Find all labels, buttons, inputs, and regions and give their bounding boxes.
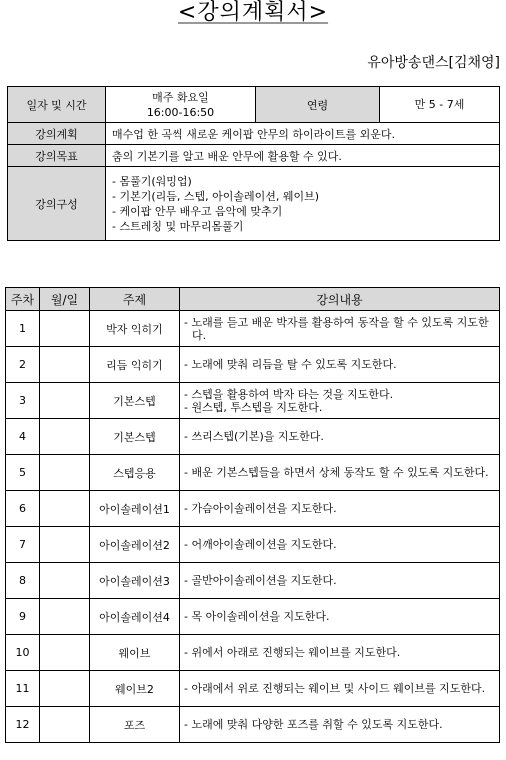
date-cell xyxy=(40,491,90,527)
content-line: - 원스텝, 투스텝을 지도한다. xyxy=(184,400,323,414)
table-row xyxy=(6,347,500,383)
week-cell: 12 xyxy=(6,707,40,743)
course-info-table xyxy=(7,86,500,241)
table-row xyxy=(6,491,500,527)
date-value-line1: 매주 화요일 xyxy=(152,90,209,104)
topic-cell: 리듬 익히기 xyxy=(90,347,180,383)
goal-label: 강의목표 xyxy=(8,145,106,167)
week-cell: 3 xyxy=(6,383,40,419)
content-line: - 스텝을 활용하여 박자 타는 것을 지도한다. xyxy=(184,387,394,401)
topic-cell: 웨이브 xyxy=(90,635,180,671)
topic-cell: 스텝응용 xyxy=(90,455,180,491)
week-cell: 5 xyxy=(6,455,40,491)
date-cell xyxy=(40,311,90,347)
content-cell xyxy=(180,707,500,743)
structure-item: - 몸풀기(워밍업) xyxy=(112,174,192,188)
header-date: 월/일 xyxy=(40,288,90,311)
document-subtitle: 유아방송댄스[김채영] xyxy=(367,55,500,71)
goal-value: 춤의 기본기를 알고 배운 안무에 활용할 수 있다. xyxy=(106,145,500,167)
content-line: - 배운 기본스텝들을 하면서 상체 동작도 할 수 있도록 지도한다. xyxy=(184,466,489,479)
week-cell: 1 xyxy=(6,311,40,347)
schedule-table xyxy=(5,287,500,743)
topic-cell: 박자 익히기 xyxy=(90,311,180,347)
info-row-schedule xyxy=(8,87,500,123)
date-cell xyxy=(40,671,90,707)
document-title: <강의계획서> xyxy=(177,0,329,25)
structure-item: - 기본기(리듬, 스텝, 아이솔레이션, 웨이브) xyxy=(112,189,320,203)
structure-item: - 스트레칭 및 마무리몸풀기 xyxy=(112,219,244,233)
table-row xyxy=(6,455,500,491)
date-cell xyxy=(40,347,90,383)
date-cell xyxy=(40,419,90,455)
structure-item: - 케이팝 안무 배우고 음악에 맞추기 xyxy=(112,204,283,218)
structure-value xyxy=(106,167,500,241)
content-cell xyxy=(180,599,500,635)
topic-cell: 아이솔레이션3 xyxy=(90,563,180,599)
age-label: 연령 xyxy=(256,87,380,123)
week-cell: 7 xyxy=(6,527,40,563)
content-line: - 골반아이솔레이션을 지도한다. xyxy=(184,574,337,587)
content-line: - 노래에 맞춰 리듬을 탈 수 있도록 지도한다. xyxy=(184,358,397,371)
header-week: 주차 xyxy=(6,288,40,311)
info-row-structure xyxy=(8,167,500,241)
content-line: - 목 아이솔레이션을 지도한다. xyxy=(184,610,330,623)
table-row xyxy=(6,563,500,599)
table-row xyxy=(6,311,500,347)
topic-cell: 아이솔레이션2 xyxy=(90,527,180,563)
date-cell xyxy=(40,707,90,743)
table-row xyxy=(6,671,500,707)
table-row xyxy=(6,419,500,455)
content-cell xyxy=(180,419,500,455)
date-cell xyxy=(40,599,90,635)
content-cell xyxy=(180,491,500,527)
content-cell xyxy=(180,563,500,599)
date-label: 일자 및 시간 xyxy=(8,87,106,123)
topic-cell: 포즈 xyxy=(90,707,180,743)
age-value: 만 5 - 7세 xyxy=(380,87,500,123)
topic-cell: 아이솔레이션1 xyxy=(90,491,180,527)
content-cell xyxy=(180,311,500,347)
topic-cell: 기본스텝 xyxy=(90,383,180,419)
content-line: - 노래를 듣고 배운 박자를 활용하여 동작을 할 수 있도록 지도한다. xyxy=(184,315,489,342)
info-row-plan xyxy=(8,123,500,145)
plan-label: 강의계획 xyxy=(8,123,106,145)
week-cell: 4 xyxy=(6,419,40,455)
week-cell: 8 xyxy=(6,563,40,599)
content-line: - 쓰리스텝(기본)을 지도한다. xyxy=(184,430,324,443)
content-cell xyxy=(180,347,500,383)
schedule-header-row xyxy=(6,288,500,311)
plan-value: 매수업 한 곡씩 새로운 케이팝 안무의 하이라이트를 외운다. xyxy=(106,123,500,145)
topic-cell: 웨이브2 xyxy=(90,671,180,707)
date-cell xyxy=(40,563,90,599)
week-cell: 2 xyxy=(6,347,40,383)
topic-cell: 기본스텝 xyxy=(90,419,180,455)
date-cell xyxy=(40,455,90,491)
content-cell xyxy=(180,527,500,563)
week-cell: 10 xyxy=(6,635,40,671)
table-row xyxy=(6,707,500,743)
content-line: - 아래에서 위로 진행되는 웨이브 및 사이드 웨이브를 지도한다. xyxy=(184,682,486,695)
date-value-line2: 16:00-16:50 xyxy=(146,105,215,119)
content-cell xyxy=(180,635,500,671)
content-line: - 가슴아이솔레이션을 지도한다. xyxy=(184,502,337,515)
header-topic: 주제 xyxy=(90,288,180,311)
date-cell xyxy=(40,635,90,671)
table-row xyxy=(6,599,500,635)
week-cell: 9 xyxy=(6,599,40,635)
date-cell xyxy=(40,383,90,419)
content-line: - 어깨아이솔레이션을 지도한다. xyxy=(184,538,337,551)
table-row xyxy=(6,383,500,419)
content-cell xyxy=(180,671,500,707)
topic-cell: 아이솔레이션4 xyxy=(90,599,180,635)
structure-label: 강의구성 xyxy=(8,167,106,241)
info-row-goal xyxy=(8,145,500,167)
content-cell xyxy=(180,383,500,419)
content-line: - 위에서 아래로 진행되는 웨이브를 지도한다. xyxy=(184,646,401,659)
date-cell xyxy=(40,527,90,563)
content-cell xyxy=(180,455,500,491)
week-cell: 11 xyxy=(6,671,40,707)
table-row xyxy=(6,635,500,671)
date-value xyxy=(106,87,256,123)
table-row xyxy=(6,527,500,563)
header-content: 강의내용 xyxy=(180,288,500,311)
content-line: - 노래에 맞춰 다양한 포즈를 취할 수 있도록 지도한다. xyxy=(184,718,443,731)
week-cell: 6 xyxy=(6,491,40,527)
